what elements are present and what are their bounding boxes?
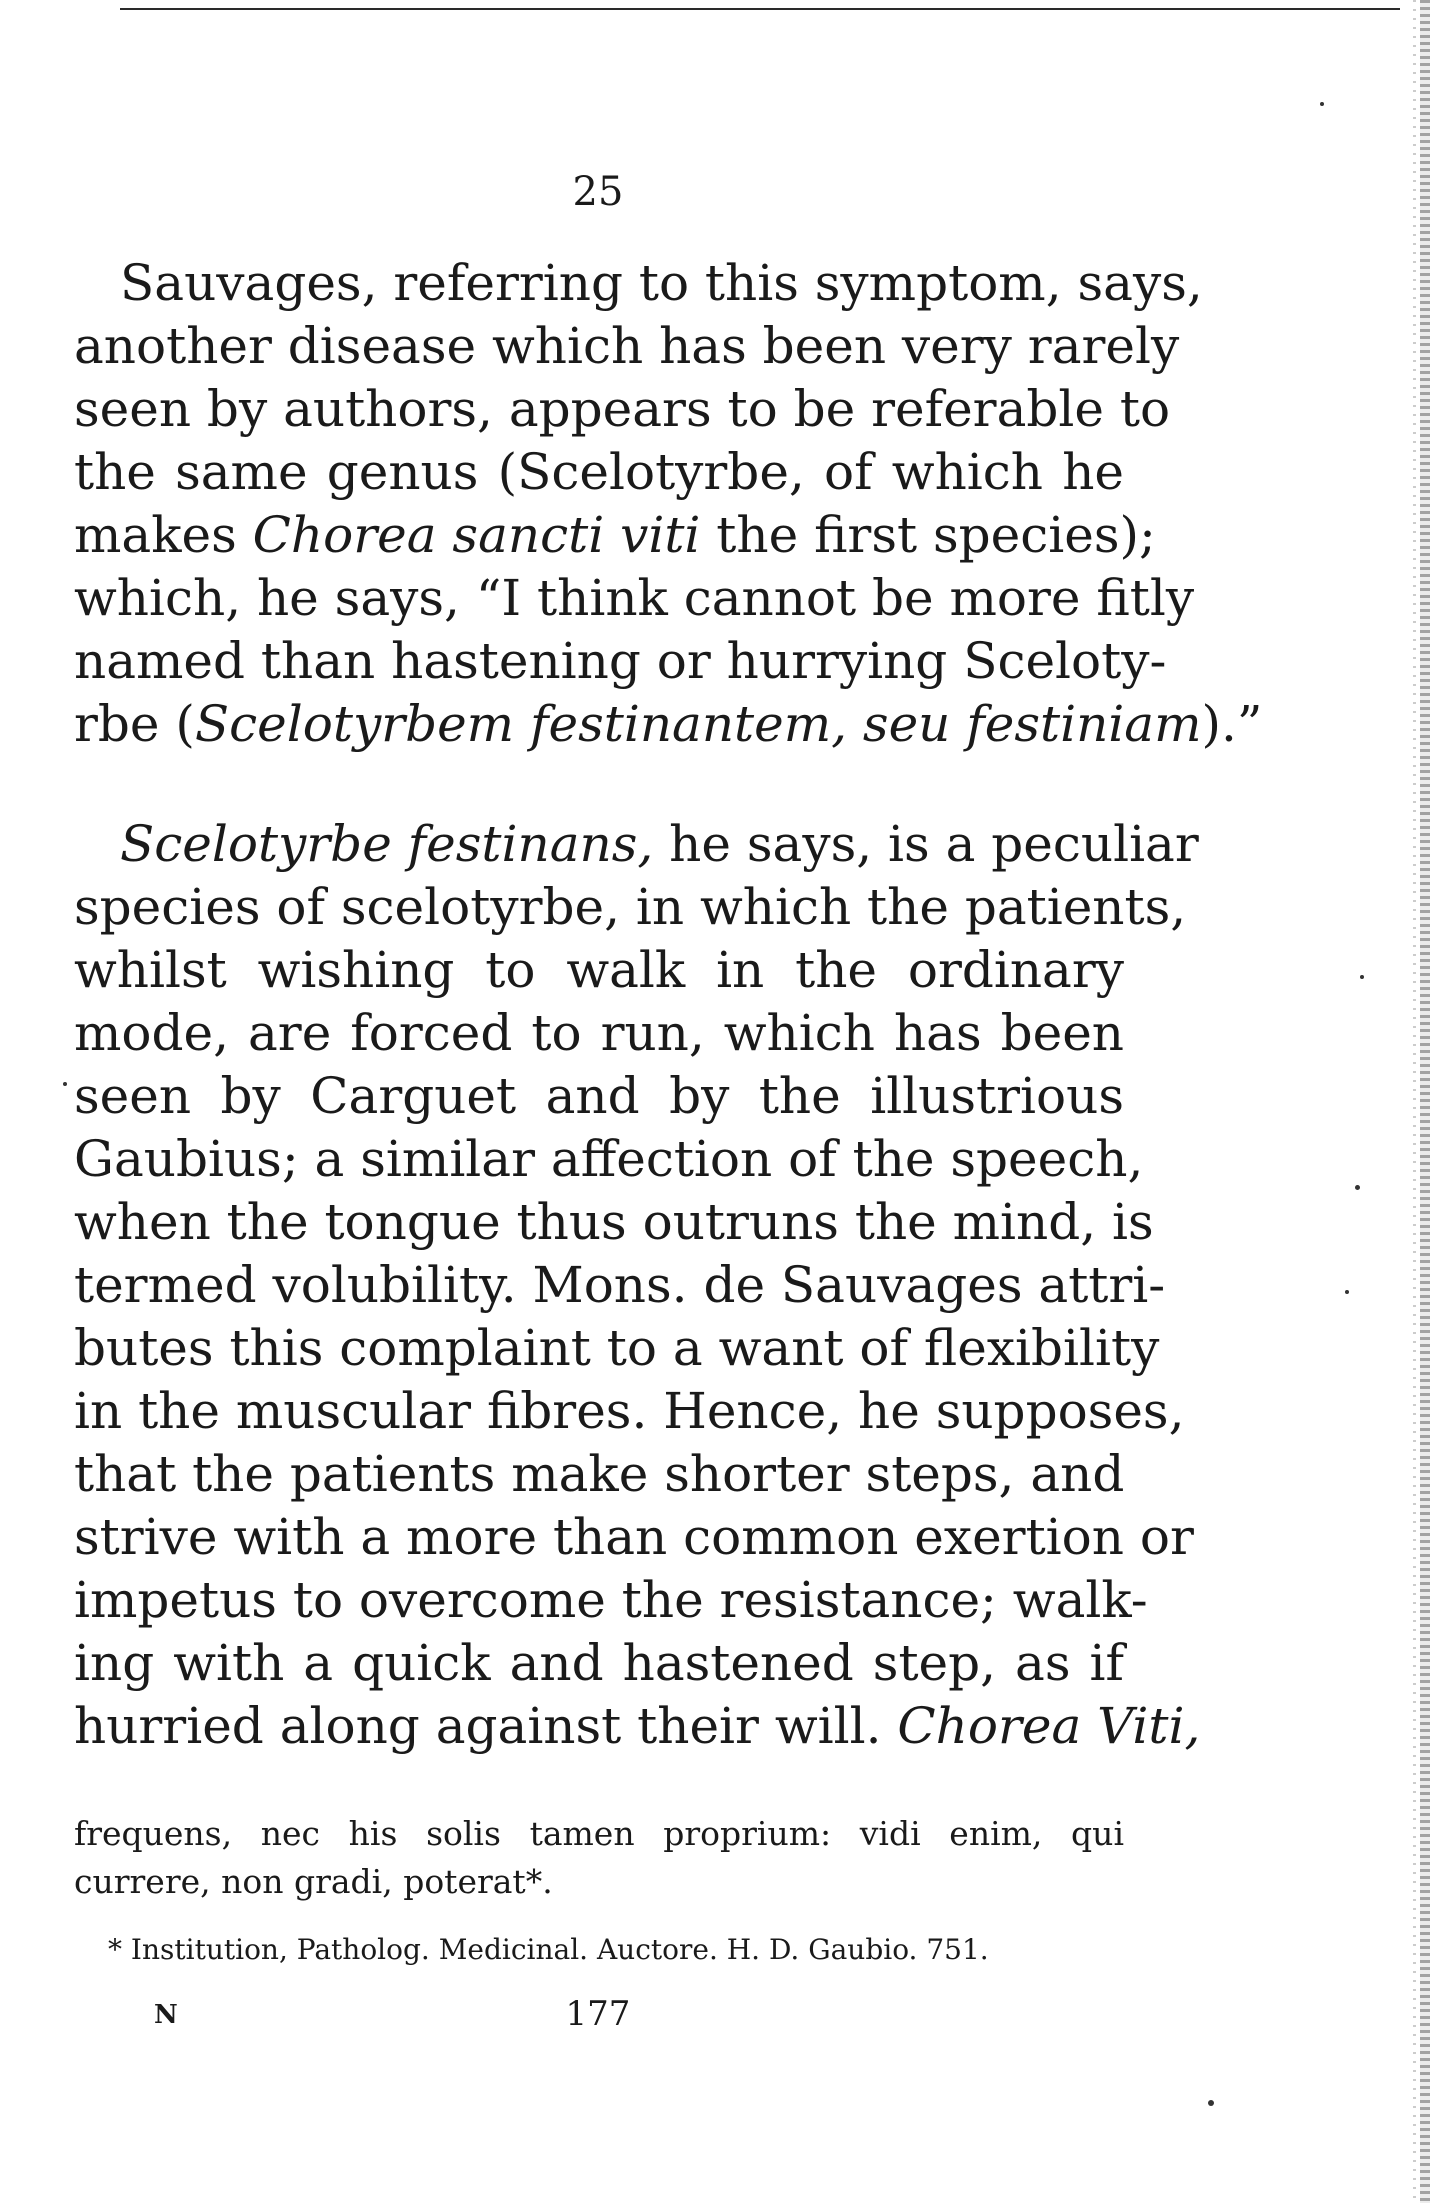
speck	[1208, 2100, 1214, 2106]
text-line: makes Chorea sancti viti the first species);	[74, 506, 1156, 564]
sheet-number: 177	[565, 1994, 631, 2034]
text-line: seen by Carguet and by the illustrious	[74, 1067, 1124, 1125]
text-line: seen by authors, appears to be referable to	[74, 380, 1171, 438]
text-line: another disease which has been very rarely	[74, 317, 1180, 375]
text-line: ing with a quick and hastened step, as if	[74, 1634, 1124, 1692]
text-line: termed volubility. Mons. de Sauvages attri-	[74, 1256, 1166, 1314]
speck	[1345, 1290, 1349, 1294]
text-line: that the patients make shorter steps, and	[74, 1445, 1125, 1503]
italic-text: Scelotyrbem festinantem, seu festiniam	[194, 695, 1202, 753]
speck	[63, 1082, 67, 1086]
page-edge-shadow	[1420, 0, 1430, 2203]
text-line: Gaubius; a similar affection of the speech,	[74, 1130, 1144, 1188]
text-line: species of scelotyrbe, in which the patients,	[74, 878, 1187, 936]
text-line: butes this complaint to a want of flexibility	[74, 1319, 1160, 1377]
top-rule	[120, 8, 1400, 10]
text-line: which, he says, “I think cannot be more fitly	[74, 569, 1195, 627]
text-line: the same genus (Scelotyrbe, of which he	[74, 443, 1124, 501]
speck	[1320, 102, 1324, 106]
text-line: strive with a more than common exertion or	[74, 1508, 1194, 1566]
text-line: named than hastening or hurrying Sceloty-	[74, 632, 1167, 690]
quote-line: currere, non gradi, poterat*.	[74, 1862, 553, 1901]
text-line: Scelotyrbe festinans, he says, is a peculiar	[120, 815, 1199, 873]
quote-line: frequens, nec his solis tamen proprium: vidi enim, qui	[74, 1814, 1124, 1853]
text-line: Sauvages, referring to this symptom, says,	[120, 254, 1203, 312]
latin-quote	[74, 1810, 1124, 1906]
text-line: whilst wishing to walk in the ordinary	[74, 941, 1124, 999]
speck	[1360, 975, 1364, 979]
text-line: impetus to overcome the resistance; walk-	[74, 1571, 1148, 1629]
italic-text: Chorea sancti viti	[252, 506, 701, 564]
page-edge-shadow-inner	[1413, 0, 1416, 2203]
text-line: hurried along against their will. Chorea Viti,	[74, 1697, 1201, 1755]
italic-text: Chorea Viti,	[897, 1697, 1201, 1755]
text-line: rbe (Scelotyrbem festinantem, seu festiniam).”	[74, 695, 1263, 753]
speck	[1355, 1185, 1360, 1190]
text-line: in the muscular fibres. Hence, he supposes,	[74, 1382, 1185, 1440]
footnote: * Institution, Patholog. Medicinal. Auctore. H. D. Gaubio. 751.	[108, 1933, 989, 1966]
text-line: mode, are forced to run, which has been	[74, 1004, 1124, 1062]
page-number: 25	[572, 169, 624, 215]
text-line: when the tongue thus outruns the mind, is	[74, 1193, 1154, 1251]
signature-mark: N	[154, 2000, 178, 2030]
italic-text: Scelotyrbe festinans,	[120, 815, 654, 873]
body-text	[74, 252, 1263, 1758]
